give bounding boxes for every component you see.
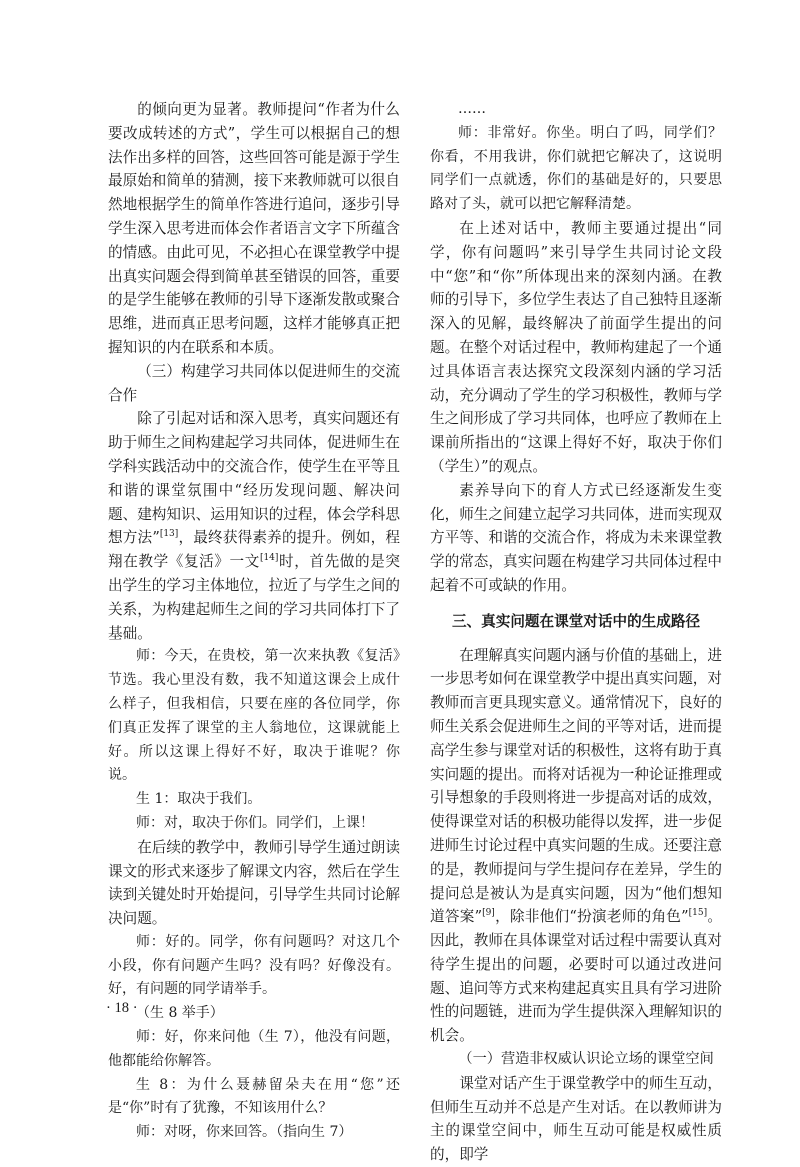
paragraph-text: 时，首先做的是突出学生的学习主体地位，拉近了与学生之间的关系，为构建起师生之间的学习共同体打下了基础。 <box>108 553 400 642</box>
paragraph-text: 在理解真实问题内涵与价值的基础上，进一步思考如何在课堂教学中提出真实问题，对教师而言更具现实意义。通常情况下，良好的师生关系会促进师生之间的平等对话，进而提高学生参与课堂对话的积极性，这将有助于真实问题的提出。而将对话视为一种论证推理或引导想象的手段则将进一步提高对话的成效，使得课堂对话的积极功能得以发挥，进一步促进师生讨论过程中真实问题的生成。还要注意的是，教师提问与学生提问存在差异，学生的提问总是被认为是真实问题，因为“他们想知道答案” <box>430 646 722 926</box>
paragraph: 课堂对话产生于课堂教学中的师生互动，但师生互动并不总是产生对话。在以教师讲为主的课堂空间中，师生互动可能是权威性质的，即学 <box>430 1074 722 1164</box>
paragraph <box>430 644 722 1049</box>
citation-ref: [9] <box>482 908 495 919</box>
page-number: · 18 · <box>106 1000 138 1016</box>
paragraph <box>108 407 400 645</box>
citation-ref: [13] <box>159 529 179 540</box>
citation-ref: [15] <box>688 908 708 919</box>
dialogue-line: …… <box>458 101 486 117</box>
dialogue-line: 生 8：为什么聂赫留朵夫在用“您”还是“你”时有了犹豫，不知该用什么？ <box>108 1076 400 1117</box>
paragraph-text: 除了引起对话和深入思考，真实问题还有助于师生之间构建起学习共同体，促进师生在学科实践活动中的交流合作，使学生在平等且和谐的课堂氛围中“经历发现问题、解决问题、建构知识、运用知识的过程，体会学科思想方法” <box>108 410 400 547</box>
section-heading: 三、真实问题在课堂对话中的生成路径 <box>451 612 701 630</box>
right-column <box>430 98 722 1167</box>
subsection-heading: （三）构建学习共同体以促进师生的交流合作 <box>108 362 400 404</box>
dialogue-line: 师：今天，在贵校，第一次来执教《复活》节选。我心里没有数，我不知道这课会上成什么样子，但我相信，只要在座的各位同学，你们真正发挥了课堂的主人翁地位，这课就能上好。所以这课上得好不好，取决于谁呢？你说。 <box>108 648 400 784</box>
citation-ref: [14] <box>259 553 279 564</box>
dialogue-line: 师：对，取决于你们。同学们，上课！ <box>136 814 374 831</box>
subsection-heading: （一）营造非权威认识论立场的课堂空间 <box>458 1051 714 1068</box>
dialogue-line: 师：好的。同学，你有问题吗？对这几个小段，你有问题产生吗？没有吗？好像没有。好，有问题的同学请举手。 <box>108 933 400 998</box>
paragraph: 在上述对话中，教师主要通过提出“同学，你有问题吗”来引导学生共同讨论文段中“您”和“你”所体现出来的深刻内涵。在教师的引导下，多位学生表达了自己独特且逐渐深入的见解，最终解决了前面学生提出的问题。在整个对话过程中，教师构建起了一个通过具体语言表达探究文段深刻内涵的学习活动，充分调动了学生的学习积极性，教师与学生之间形成了学习共同体，也呼应了教师在上课前所指出的“这课上得好不好，取决于你们（学生）”的观点。 <box>430 219 722 475</box>
left-column <box>108 98 400 1145</box>
paragraph: 素养导向下的育人方式已经逐渐发生变化，师生之间建立起学习共同体，进而实现双方平等、和谐的交流合作，将成为未来课堂教学的常态，真实问题在构建学习共同体过程中起着不可或缺的作用。 <box>430 481 722 594</box>
paragraph-text: ，最终获得素养的提升。例如，程翔在教学《复活》一文 <box>108 529 400 571</box>
dialogue-line: 师：对呀，你来回答。（指向生 7） <box>136 1124 353 1141</box>
dialogue-line: 师：非常好。你坐。明白了吗，同学们？你看，不用我讲，你们就把它解决了，这说明同学们一点就透，你们的基础是好的，只要思路对了头，就可以把它解释清楚。 <box>430 124 722 213</box>
paragraph: 的倾向更为显著。教师提问“作者为什么要改成转述的方式”，学生可以根据自己的想法作出多样的回答，这些回答可能是源于学生最原始和简单的猜测，接下来教师就可以很自然地根据学生的简单作答进行追问，逐步引导学生深入思考进而体会作者语言文字下所蕴含的情感。由此可见，不必担心在课堂教学中提出真实问题会得到简单甚至错误的回答，重要的是学生能够在教师的引导下逐渐发散或聚合思维，进而真正思考问题，这样才能够真正把握知识的内在联系和本质。 <box>108 101 400 356</box>
dialogue-line: 生 1：取决于我们。 <box>136 791 262 808</box>
dialogue-line: （生 8 举手） <box>136 1005 224 1022</box>
paragraph-text: 。因此，教师在具体课堂对话过程中需要认真对待学生提出的问题，必要时可以通过改进问题、追问等方式来构建起真实且具有学习进阶性的问题链，进而为学生提供深入理解知识的机会。 <box>430 908 722 1045</box>
paragraph-text: ，除非他们“扮演老师的角色” <box>494 908 689 926</box>
paragraph: 在后续的教学中，教师引导学生通过朗读课文的形式来逐步了解课文内容，然后在学生读到关键处时开始提问，引导学生共同讨论解决问题。 <box>108 838 400 928</box>
dialogue-line: 师：好，你来问他（生 7），他没有问题，他都能给你解答。 <box>108 1029 400 1069</box>
